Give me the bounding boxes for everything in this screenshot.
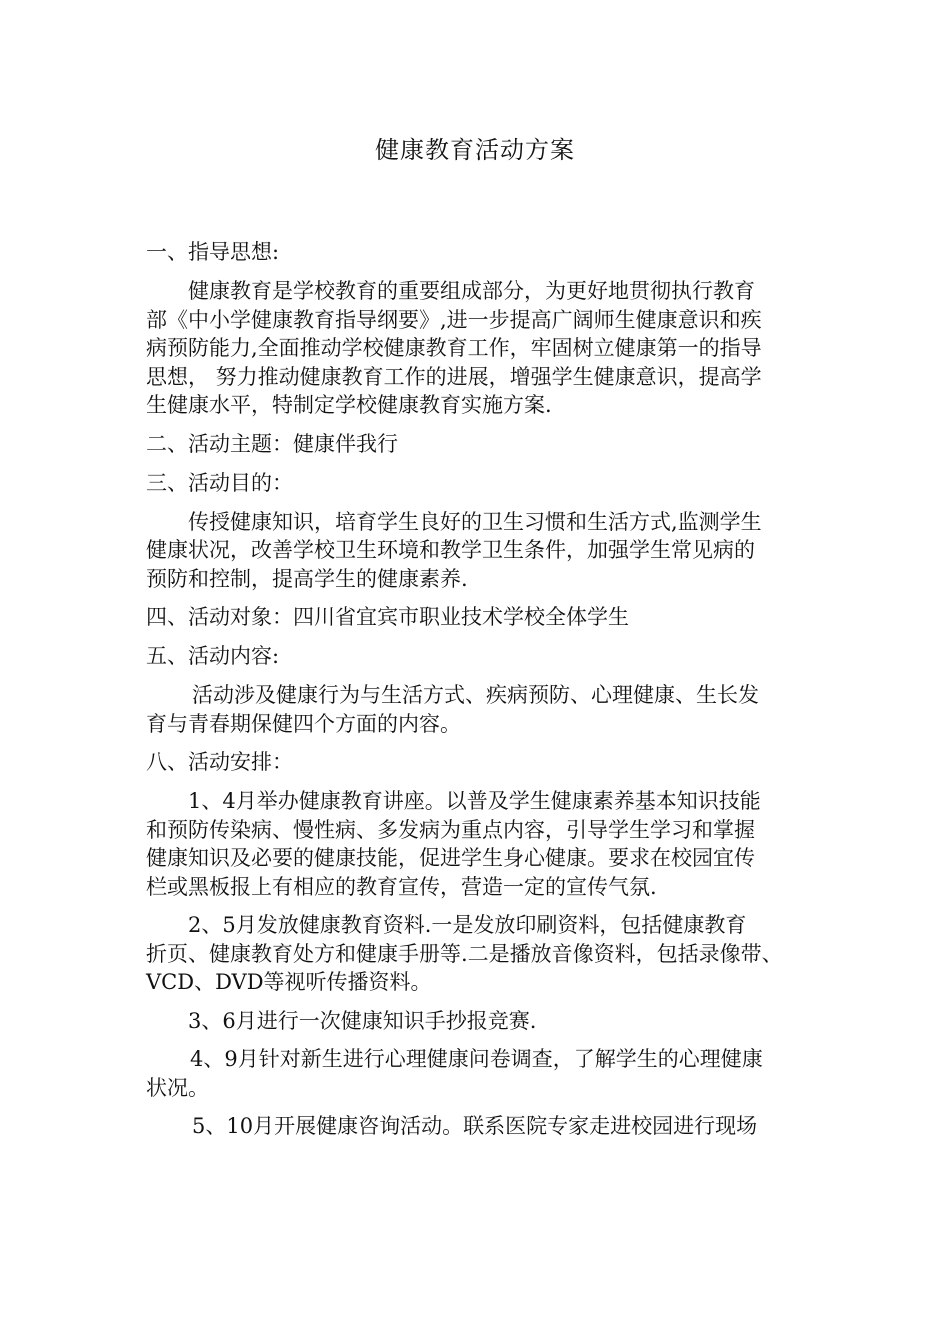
text-line: 1、4月举办健康教育讲座。以普及学生健康素养基本知识技能 [188,789,761,813]
text-line: 4、9月针对新生进行心理健康问卷调查，了解学生的心理健康 [190,1047,763,1071]
text-line: 健康教育是学校教育的重要组成部分，为更好地贯彻执行教育 [188,279,755,303]
paragraph-purpose [146,508,808,594]
text-line: 生健康水平，特制定学校健康教育实施方案. [146,393,552,417]
section-heading-content: 五、活动内容: [146,644,280,668]
text-line: 健康知识及必要的健康技能，促进学生身心健康。要求在校园宜传 [146,846,755,870]
text-line: 5、10月开展健康咨询活动。联系医院专家走进校园进行现场 [192,1114,758,1138]
schedule-item [146,787,808,901]
text-line: 状况。 [146,1075,209,1100]
section-heading-target: 四、活动对象：四川省宜宾市职业技术学校全体学生 [146,605,629,629]
text-line: 3、6月进行一次健康知识手抄报竞赛. [188,1008,537,1033]
schedule-item [146,1007,808,1036]
schedule-item [146,1112,808,1141]
text-line: 活动涉及健康行为与生活方式、疾病预防、心理健康、生长发 [192,683,759,707]
section-heading-purpose: 三、活动目的： [146,470,293,495]
paragraph-guiding-thought [146,277,808,420]
section-heading-theme: 二、活动主题：健康伴我行 [146,431,398,456]
text-line: 栏或黑板报上有相应的教育宣传，营造一定的宣传气氛. [146,874,657,899]
section-heading-schedule: 八、活动安排： [146,750,293,774]
text-line: 折页、健康教育处方和健康手册等.二是播放音像资料，包括录像带、 [146,941,783,966]
text-line: 健康状况，改善学校卫生环境和教学卫生条件，加强学生常见病的 [146,538,755,562]
schedule-item [146,1045,808,1102]
text-line: 预防和控制，提高学生的健康素养. [146,566,468,591]
text-line: 2、5月发放健康教育资料.一是发放印刷资料，包括健康教育 [188,913,747,937]
text-line: 部《中小学健康教育指导纲要》,进一步提高广阔师生健康意识和疾 [146,307,762,332]
page-title: 健康教育活动方案 [375,136,575,164]
text-line: 传授健康知识，培育学生良好的卫生习惯和生活方式,监测学生 [188,509,762,534]
text-line: 和预防传染病、慢性病、多发病为重点内容，引导学生学习和掌握 [146,817,755,842]
paragraph-content [146,681,808,738]
text-line: 育与青春期保健四个方面的内容。 [146,711,461,736]
document-body [146,238,808,1151]
section-heading-guiding-thought: 一、指导思想: [146,240,280,264]
text-line: 病预防能力,全面推动学校健康教育工作，牢固树立健康第一的指导 [146,336,762,360]
text-line: 思想， 努力推动健康教育工作的进展，增强学生健康意识，提高学 [146,364,762,389]
text-line: VCD、DVD等视听传播资料。 [146,970,432,994]
schedule-item [146,911,808,997]
